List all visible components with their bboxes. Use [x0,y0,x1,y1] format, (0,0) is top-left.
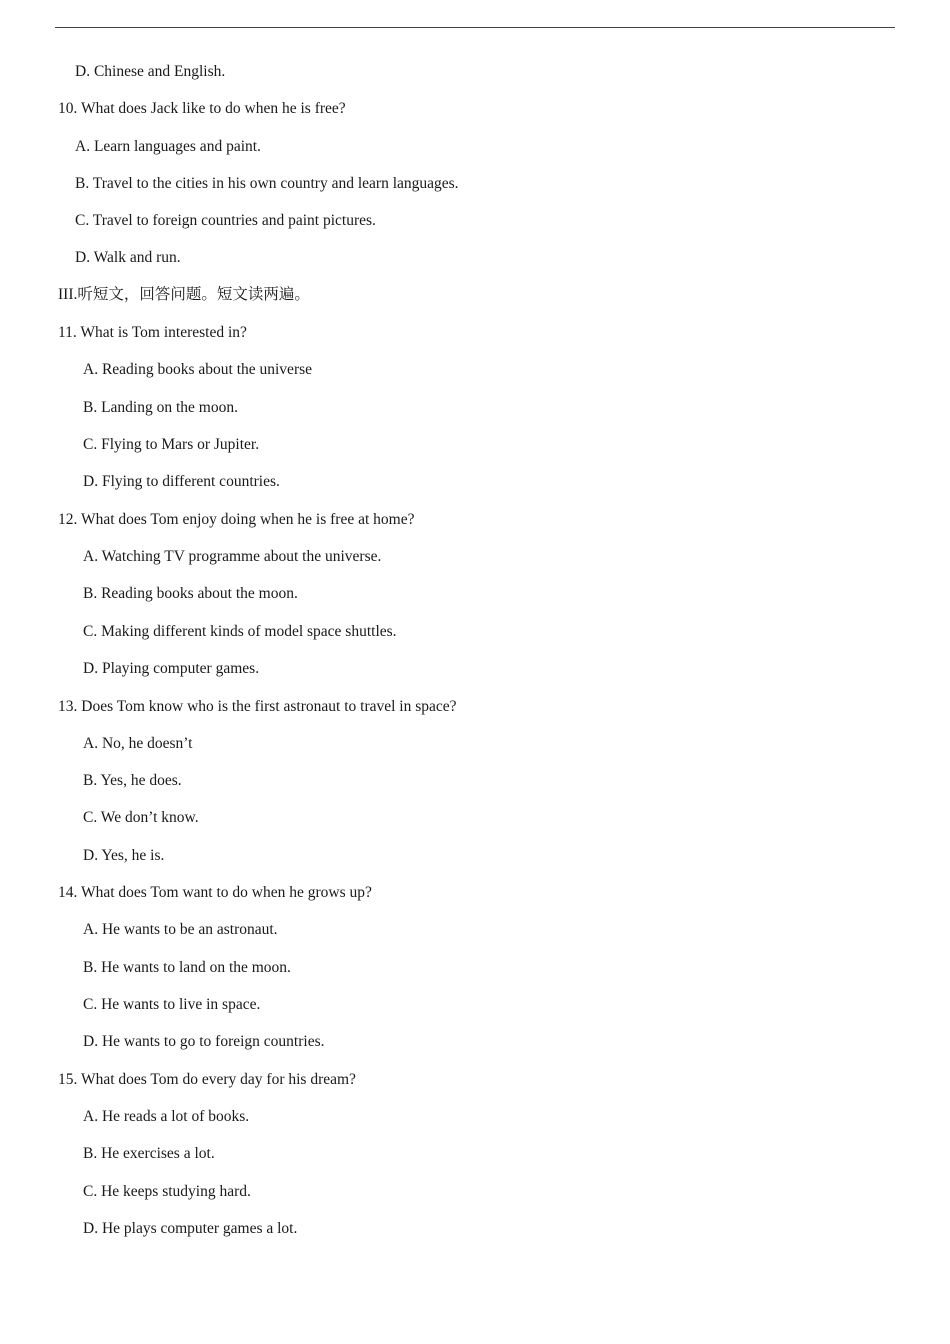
option-15c: C. He keeps studying hard. [83,1183,251,1200]
option-11c: C. Flying to Mars or Jupiter. [83,436,260,453]
question-11: 11. What is Tom interested in? [58,324,247,341]
option-13b: B. Yes, he does. [83,772,182,789]
header-rule [55,27,895,28]
option-12b: B. Reading books about the moon. [83,585,298,602]
option-14b: B. He wants to land on the moon. [83,959,291,976]
option-12d: D. Playing computer games. [83,660,260,677]
question-13: 13. Does Tom know who is the first astronaut to travel in space? [58,698,457,715]
option-11a: A. Reading books about the universe [83,361,313,378]
option-14a: A. He wants to be an astronaut. [83,921,278,938]
option-14c: C. He wants to live in space. [83,996,261,1013]
option-10a: A. Learn languages and paint. [75,138,261,155]
option-14d: D. He wants to go to foreign countries. [83,1033,325,1050]
option-10c: C. Travel to foreign countries and paint pictures. [75,212,376,229]
option-13d: D. Yes, he is. [83,847,165,864]
option-12a: A. Watching TV programme about the universe. [83,548,382,565]
option-10b: B. Travel to the cities in his own country and learn languages. [75,175,459,192]
option-15b: B. He exercises a lot. [83,1145,215,1162]
question-12: 12. What does Tom enjoy doing when he is free at home? [58,511,415,528]
option-13a: A. No, he doesn’t [83,735,193,752]
option-12c: C. Making different kinds of model space shuttles. [83,623,397,640]
option-11d: D. Flying to different countries. [83,473,280,490]
option-15a: A. He reads a lot of books. [83,1108,250,1125]
option-11b: B. Landing on the moon. [83,399,238,416]
option-10d: D. Walk and run. [75,249,181,266]
option-15d: D. He plays computer games a lot. [83,1220,298,1237]
question-14: 14. What does Tom want to do when he grows up? [58,884,372,901]
section-heading-iii: III.听短文，回答问题。短文读两遍。 [58,286,310,303]
question-15: 15. What does Tom do every day for his dream? [58,1071,356,1088]
option-13c: C. We don’t know. [83,809,199,826]
question-10: 10. What does Jack like to do when he is free? [58,100,346,117]
option-9d: D. Chinese and English. [75,63,226,80]
